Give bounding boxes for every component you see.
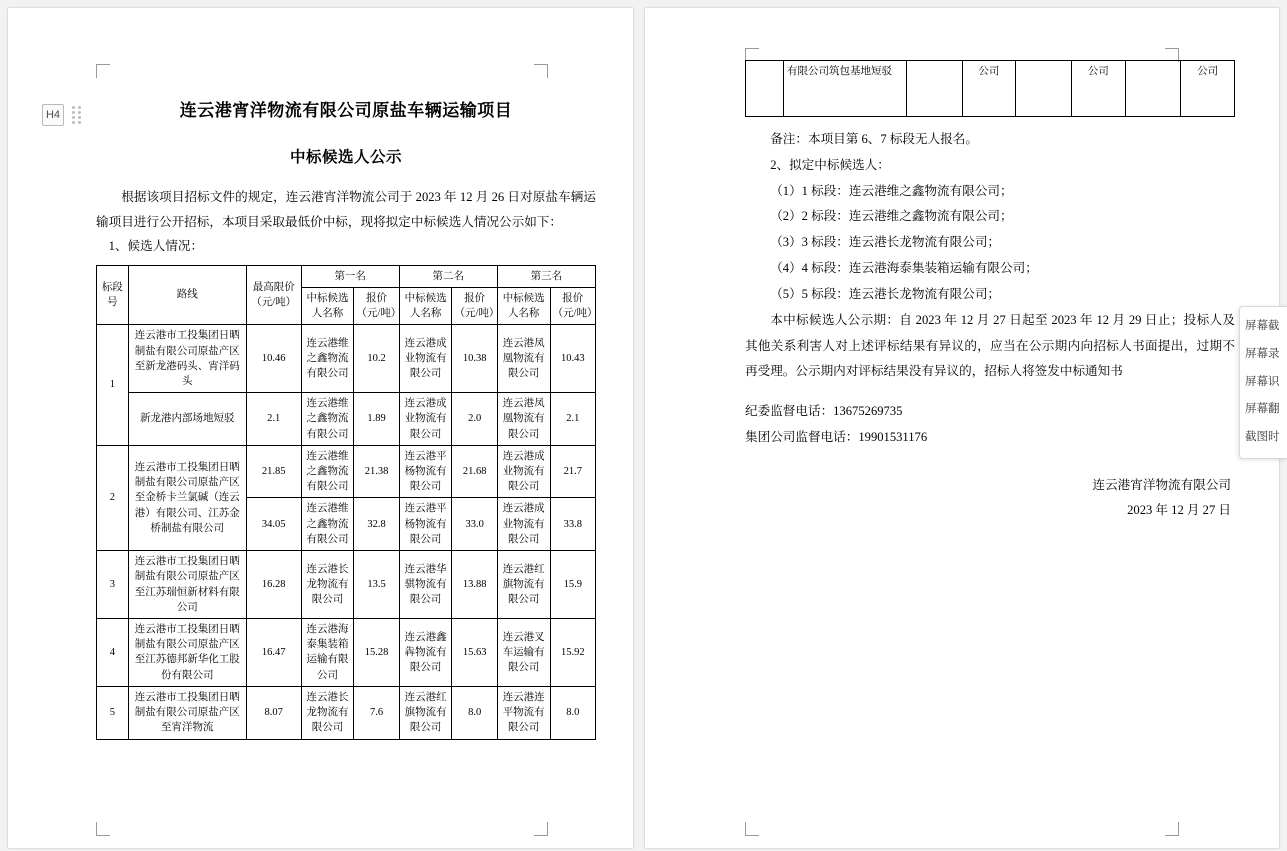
cell-price-2: 33.0 — [452, 498, 497, 551]
toolbar-item-screen-translate[interactable]: 屏幕翻 — [1245, 403, 1280, 416]
notice-paragraph: 本中标候选人公示期：自 2023 年 12 月 27 日起至 2023 年 12 月 29 日止；投标人及其他关系利害人对上述评标结果有异议的，应当在公示期内向招标人书面提出，过期不再受理。公示期内对评标结果没有异议的，招标人将签发中标通知书 — [745, 312, 1235, 379]
bid-results-table — [96, 265, 596, 740]
table-row — [97, 393, 596, 446]
document-body-page-1 — [96, 80, 596, 740]
th-price-3: 报价（元/吨） — [550, 287, 595, 324]
cell-price-3: 33.8 — [550, 498, 595, 551]
cell-route: 有限公司筑包基地短驳 — [783, 61, 906, 117]
toolbar-item-screen-ocr[interactable]: 屏幕识 — [1245, 375, 1280, 388]
document-body-page-2 — [745, 60, 1235, 523]
cell-route: 连云港市工投集团日晒制盐有限公司原盐产区至新龙港码头、宵洋码头 — [128, 325, 246, 393]
cell-price-3: 15.9 — [550, 551, 595, 619]
page-subtitle: 中标候选人公示 — [289, 149, 402, 166]
paragraph-style-handle[interactable] — [42, 104, 82, 126]
cell-price-3: 2.1 — [550, 393, 595, 446]
th-price-1: 报价（元/吨） — [354, 287, 399, 324]
crop-mark-top-left — [96, 64, 110, 78]
cell-price-2: 10.38 — [452, 325, 497, 393]
crop-mark-bottom-left — [96, 822, 110, 836]
cell-bidder-2: 连云港平杨物流有限公司 — [399, 498, 452, 551]
table-row — [97, 619, 596, 687]
cell-segment: 2 — [97, 445, 129, 550]
cell-price-3: 15.92 — [550, 619, 595, 687]
page-title: 连云港宵洋物流有限公司原盐车辆运输项目 — [179, 101, 513, 120]
cell-price-1: 7.6 — [354, 686, 399, 739]
toolbar-item-screen-record[interactable]: 屏幕录 — [1245, 347, 1280, 360]
cell-cap: 34.05 — [246, 498, 301, 551]
candidate-item-4: （4）4 标段：连云港海泰集装箱运输有限公司； — [770, 261, 1038, 276]
cell-bidder-3: 连云港红旗物流有限公司 — [497, 551, 550, 619]
cell-bidder-2: 连云港成业物流有限公司 — [399, 393, 452, 446]
contact-line-1: 纪委监督电话：13675269735 — [745, 404, 903, 419]
cell-cap: 21.85 — [246, 445, 301, 498]
drag-grip-icon[interactable] — [70, 105, 82, 125]
th-bidder-1: 中标候选人名称 — [301, 287, 354, 324]
cell-segment: 1 — [97, 325, 129, 446]
cell-bidder-2: 公司 — [1071, 61, 1125, 117]
cell-bidder-3: 连云港凤凰物流有限公司 — [497, 325, 550, 393]
cell-bidder-1: 连云港维之鑫物流有限公司 — [301, 498, 354, 551]
table-header-row-1 — [97, 265, 596, 287]
cell-bidder-1: 公司 — [962, 61, 1016, 117]
table-row — [97, 325, 596, 393]
cell-price-3: 8.0 — [550, 686, 595, 739]
crop-mark-bottom-left — [745, 822, 759, 836]
cell-route: 连云港市工投集团日晒制盐有限公司原盐产区至江苏德邦新华化工股份有限公司 — [128, 619, 246, 687]
cell-cap: 8.07 — [246, 686, 301, 739]
cell-bidder-2: 连云港鑫犇物流有限公司 — [399, 619, 452, 687]
cell-price-3: 21.7 — [550, 445, 595, 498]
signature-date: 2023 年 12 月 27 日 — [1127, 502, 1231, 517]
cell-price-1: 32.8 — [354, 498, 399, 551]
crop-mark-bottom-right — [534, 822, 548, 836]
cell-price-1: 21.38 — [354, 445, 399, 498]
cell-bidder-1: 连云港长龙物流有限公司 — [301, 686, 354, 739]
candidate-item-3: （3）3 标段：连云港长龙物流有限公司； — [770, 235, 1001, 250]
th-bidder-3: 中标候选人名称 — [497, 287, 550, 324]
cell-bidder-3: 连云港成业物流有限公司 — [497, 498, 550, 551]
crop-mark-bottom-right — [1165, 822, 1179, 836]
cell-cap: 2.1 — [246, 393, 301, 446]
cell-segment: 5 — [97, 686, 129, 739]
cell-bidder-2: 连云港华骐物流有限公司 — [399, 551, 452, 619]
th-rank-3: 第三名 — [497, 265, 595, 287]
cell-bidder-1: 连云港维之鑫物流有限公司 — [301, 325, 354, 393]
cell-price-1 — [1016, 61, 1072, 117]
cell-bidder-1: 连云港长龙物流有限公司 — [301, 551, 354, 619]
cell-bidder-2: 连云港平杨物流有限公司 — [399, 445, 452, 498]
candidate-item-2: （2）2 标段：连云港维之鑫物流有限公司； — [770, 209, 1013, 224]
cell-route: 连云港市工投集团日晒制盐有限公司原盐产区至金桥卡兰氯碱（连云港）有限公司、江苏金桥制盐有限公司 — [128, 445, 246, 550]
cell-price-1: 15.28 — [354, 619, 399, 687]
cell-cap: 16.47 — [246, 619, 301, 687]
th-route: 路线 — [128, 265, 246, 325]
section-2-heading: 2、拟定中标候选人： — [770, 157, 890, 172]
signature-block — [745, 473, 1235, 523]
th-cap-price: 最高限价（元/吨） — [246, 265, 301, 325]
table-row — [97, 551, 596, 619]
candidate-item-5: （5）5 标段：连云港长龙物流有限公司； — [770, 286, 1001, 301]
intro-paragraph: 根据该项目招标文件的规定，连云港宵洋物流公司于 2023 年 12 月 26 日对原盐车辆运输项目进行公开招标，本项目采取最低价中标，现将拟定中标候选人情况公示如下： — [96, 190, 596, 229]
cell-route: 新龙港内部场地短驳 — [128, 393, 246, 446]
cell-price-2: 15.63 — [452, 619, 497, 687]
cell-bidder-1: 连云港海泰集装箱运输有限公司 — [301, 619, 354, 687]
cell-price-2: 13.88 — [452, 551, 497, 619]
cell-segment: 3 — [97, 551, 129, 619]
contact-line-2: 集团公司监督电话：19901531176 — [745, 429, 928, 444]
screen-capture-toolbar[interactable] — [1239, 306, 1287, 459]
cell-bidder-3: 连云港凤凰物流有限公司 — [497, 393, 550, 446]
cell-bidder-3: 连云港叉车运输有限公司 — [497, 619, 550, 687]
document-page-1 — [8, 8, 633, 848]
cell-cap — [906, 61, 962, 117]
toolbar-item-capture-settings[interactable]: 截图时 — [1245, 431, 1280, 444]
toolbar-item-screenshot[interactable]: 屏幕截 — [1245, 320, 1280, 332]
cell-price-2: 21.68 — [452, 445, 497, 498]
signature-company: 连云港宵洋物流有限公司 — [1092, 477, 1231, 492]
cell-price-2 — [1125, 61, 1181, 117]
table-row — [746, 61, 1235, 117]
cell-route: 连云港市工投集团日晒制盐有限公司原盐产区至江苏瑞恒新材料有限公司 — [128, 551, 246, 619]
cell-price-2: 2.0 — [452, 393, 497, 446]
cell-bidder-3: 公司 — [1181, 61, 1235, 117]
candidate-item-1: （1）1 标段：连云港维之鑫物流有限公司； — [770, 183, 1013, 198]
cell-price-1: 10.2 — [354, 325, 399, 393]
cell-bidder-2: 连云港红旗物流有限公司 — [399, 686, 452, 739]
cell-cap: 16.28 — [246, 551, 301, 619]
th-segment: 标段号 — [97, 265, 129, 325]
remark-line: 备注：本项目第 6、7 标段无人报名。 — [770, 132, 978, 146]
cell-price-1: 1.89 — [354, 393, 399, 446]
cell-bidder-3: 连云港成业物流有限公司 — [497, 445, 550, 498]
cell-bidder-1: 连云港维之鑫物流有限公司 — [301, 445, 354, 498]
cell-price-2: 8.0 — [452, 686, 497, 739]
cell-bidder-2: 连云港成业物流有限公司 — [399, 325, 452, 393]
crop-mark-top-right — [534, 64, 548, 78]
cell-price-3: 10.43 — [550, 325, 595, 393]
cell-segment — [746, 61, 784, 117]
th-bidder-2: 中标候选人名称 — [399, 287, 452, 324]
cell-bidder-1: 连云港维之鑫物流有限公司 — [301, 393, 354, 446]
section-1-heading: 1、候选人情况： — [108, 239, 204, 254]
th-price-2: 报价（元/吨） — [452, 287, 497, 324]
continued-table — [745, 60, 1235, 117]
table-row — [97, 686, 596, 739]
heading-level-badge[interactable]: H4 — [42, 104, 64, 126]
th-rank-1: 第一名 — [301, 265, 399, 287]
document-page-2 — [645, 8, 1279, 848]
cell-route: 连云港市工投集团日晒制盐有限公司原盐产区至宵洋物流 — [128, 686, 246, 739]
cell-price-1: 13.5 — [354, 551, 399, 619]
table-row — [97, 445, 596, 498]
cell-bidder-3: 连云港连平物流有限公司 — [497, 686, 550, 739]
th-rank-2: 第二名 — [399, 265, 497, 287]
cell-cap: 10.46 — [246, 325, 301, 393]
cell-segment: 4 — [97, 619, 129, 687]
